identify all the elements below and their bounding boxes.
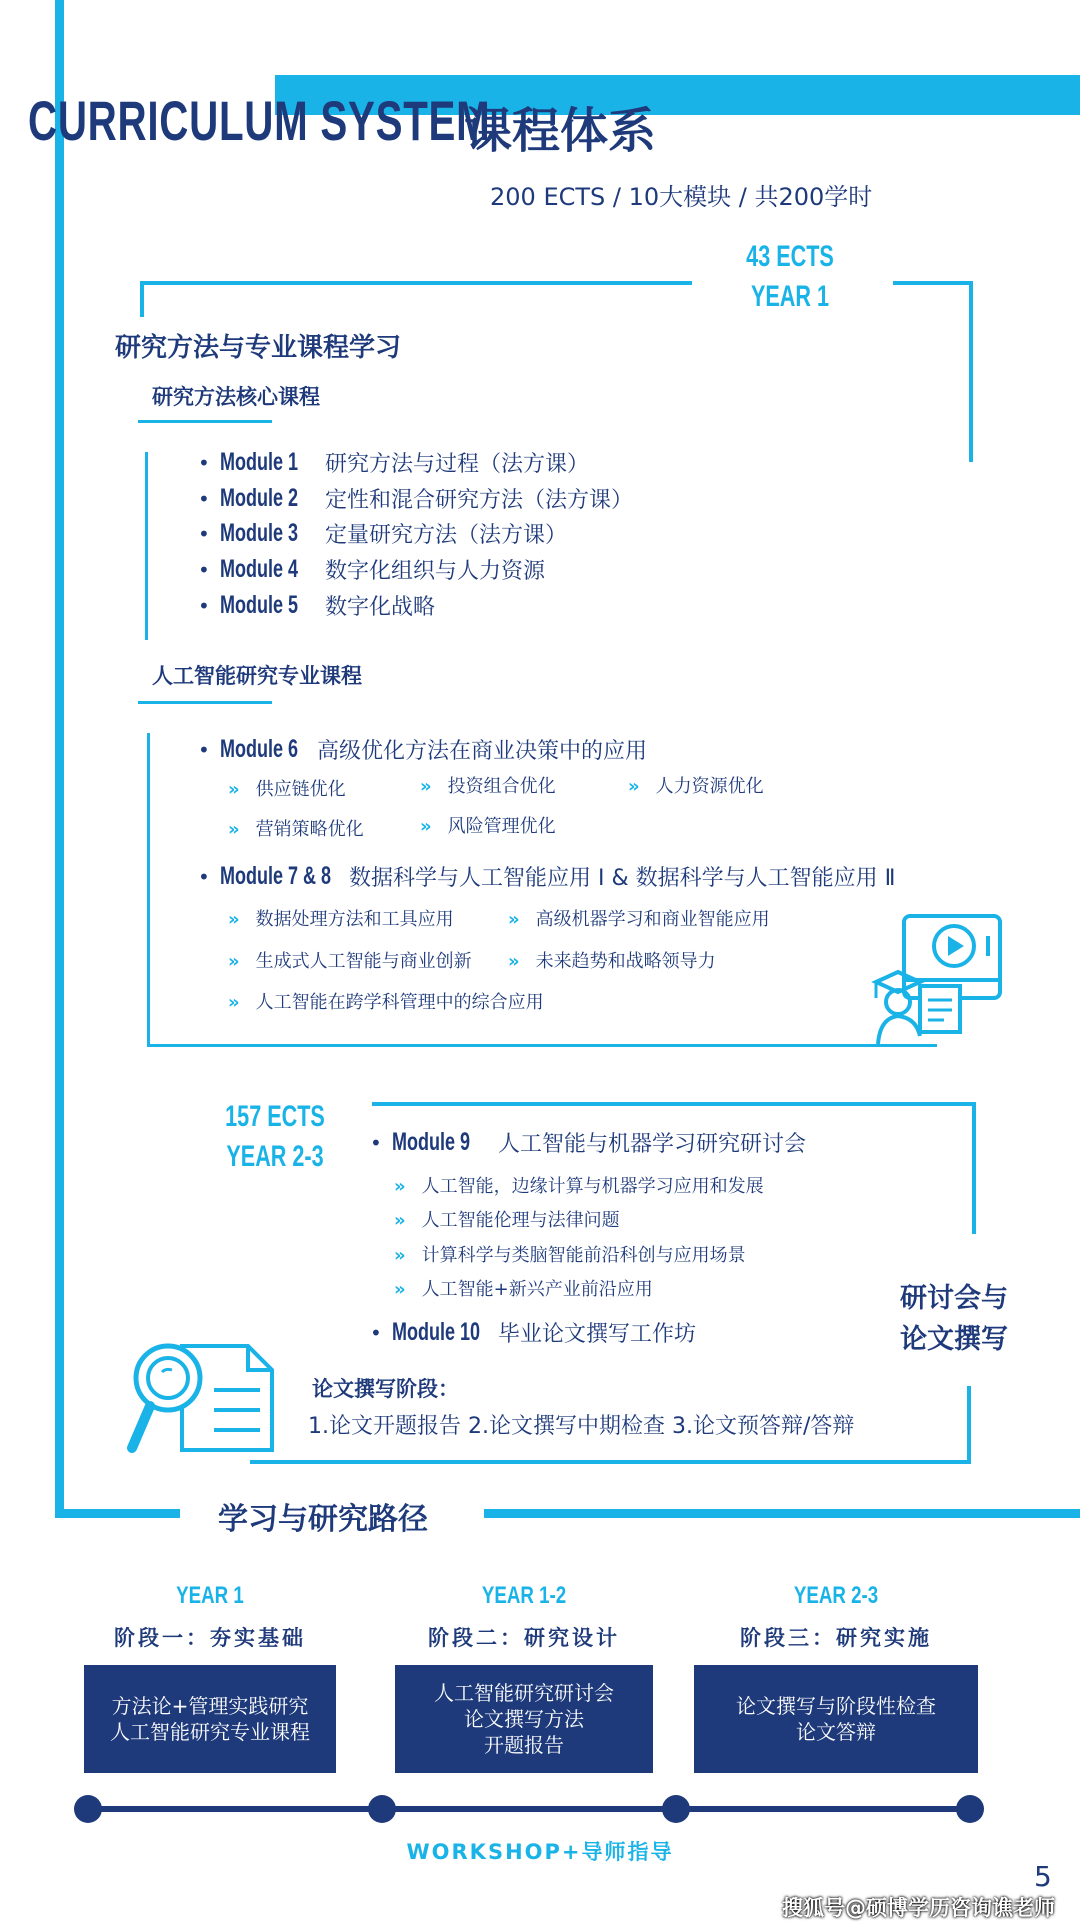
- module6-topic: » 风险管理优化: [420, 816, 556, 837]
- module-code: Module 4: [219, 555, 298, 583]
- chevron-right-icon: »: [228, 819, 240, 840]
- module-1-row: [198, 448, 590, 477]
- year1-bracket-right: [969, 281, 973, 462]
- ai-bottom-rule: [147, 1044, 937, 1047]
- chevron-right-icon: »: [394, 1176, 406, 1197]
- module78-topic: » 数据处理方法和工具应用: [228, 909, 454, 930]
- module-name: 数据科学与人工智能应用 Ⅰ & 数据科学与人工智能应用 Ⅱ: [349, 866, 896, 891]
- module-name: 定量研究方法（法方课）: [325, 523, 568, 548]
- frame-bottom-right-bar: [484, 1509, 1080, 1518]
- chevron-right-icon: »: [508, 909, 520, 930]
- frame-bottom-left-bar: [55, 1509, 180, 1518]
- module-code: Module 3: [219, 519, 298, 547]
- chevron-right-icon: »: [394, 1245, 406, 1266]
- year23-bracket-right-bottom: [967, 1386, 971, 1463]
- bullet-icon: •: [198, 864, 210, 889]
- chevron-right-icon: »: [420, 816, 432, 837]
- ai-left-rule: [147, 733, 150, 1047]
- module-4-row: [198, 555, 546, 584]
- stage3-year: YEAR 2-3: [793, 1582, 879, 1609]
- stage1-box: 方法论+管理实践研究 人工智能研究专业课程: [84, 1665, 336, 1773]
- timeline-node: [662, 1795, 690, 1823]
- year1-year: YEAR 1: [750, 280, 830, 313]
- module6-topic: » 投资组合优化: [420, 776, 556, 797]
- module78-topic: » 人工智能在跨学科管理中的综合应用: [228, 992, 544, 1013]
- year23-badge: [205, 1100, 345, 1174]
- thesis-stage-title: 论文撰写阶段：: [312, 1377, 459, 1401]
- stage2-box: 人工智能研究研讨会 论文撰写方法 开题报告: [395, 1665, 653, 1773]
- core-left-rule: [145, 452, 148, 640]
- page-number: 5: [1034, 1860, 1052, 1893]
- module78-topic: » 生成式人工智能与商业创新: [228, 951, 472, 972]
- timeline-node: [956, 1795, 984, 1823]
- module-code: Module 10: [391, 1318, 480, 1346]
- bullet-icon: •: [370, 1130, 382, 1155]
- path-title: 学习与研究路径: [218, 1502, 428, 1537]
- bullet-icon: •: [198, 557, 210, 582]
- module-name: 数字化组织与人力资源: [325, 559, 546, 584]
- module-name: 高级优化方法在商业决策中的应用: [317, 739, 648, 764]
- core-courses-title: 研究方法核心课程: [152, 385, 320, 409]
- stage3-label: 阶段三：研究实施: [740, 1626, 932, 1650]
- chevron-right-icon: »: [394, 1279, 406, 1300]
- stage2-year: YEAR 1-2: [481, 1582, 567, 1609]
- bullet-icon: •: [370, 1320, 382, 1345]
- chevron-right-icon: »: [228, 779, 240, 800]
- year1-bracket-left: [140, 281, 144, 317]
- watermark: 搜狐号@硕博学历咨询谯老师: [782, 1896, 1055, 1920]
- module-code: Module 6: [219, 735, 298, 763]
- module6-topic: » 营销策略优化: [228, 819, 364, 840]
- chevron-right-icon: »: [228, 909, 240, 930]
- year23-year: YEAR 2-3: [226, 1140, 324, 1173]
- chevron-right-icon: »: [508, 951, 520, 972]
- module9-topic: » 人工智能+新兴产业前沿应用: [394, 1279, 653, 1300]
- workshop-label: WORKSHOP+导师指导: [406, 1840, 674, 1864]
- module78-topic: » 未来趋势和战略领导力: [508, 951, 716, 972]
- module-code: Module 2: [219, 484, 298, 512]
- chevron-right-icon: »: [228, 992, 240, 1013]
- frame-left-bar: [55, 0, 64, 1517]
- year1-section-title: 研究方法与专业课程学习: [115, 333, 402, 363]
- module-code: Module 9: [391, 1128, 470, 1156]
- chevron-right-icon: »: [628, 776, 640, 797]
- bullet-icon: •: [198, 737, 210, 762]
- title-english: CURRICULUM SYSTEM: [28, 89, 491, 152]
- module-7-8-row: [198, 862, 896, 891]
- online-lecture-icon: [868, 910, 1008, 1050]
- module-6-row: [198, 735, 648, 764]
- module9-topic: » 人工智能，边缘计算与机器学习应用和发展: [394, 1176, 764, 1197]
- module-5-row: [198, 591, 436, 620]
- module-10-row: [370, 1318, 697, 1347]
- chevron-right-icon: »: [228, 951, 240, 972]
- timeline-node: [368, 1795, 396, 1823]
- year1-badge: [700, 240, 880, 314]
- module-name: 研究方法与过程（法方课）: [325, 452, 590, 477]
- module-code: Module 7 & 8: [219, 862, 331, 890]
- stage1-label: 阶段一：夯实基础: [114, 1626, 306, 1650]
- year23-bracket-top: [372, 1102, 976, 1106]
- module-name: 定性和混合研究方法（法方课）: [325, 488, 634, 513]
- year1-bracket-top-right: [893, 281, 973, 285]
- module-code: Module 1: [219, 448, 298, 476]
- module-9-row: [370, 1128, 807, 1157]
- document-search-icon: [122, 1338, 282, 1458]
- module-2-row: [198, 484, 634, 513]
- module-3-row: [198, 519, 568, 548]
- module9-topic: » 人工智能伦理与法律问题: [394, 1210, 620, 1231]
- thesis-steps: 1.论文开题报告 2.论文撰写中期检查 3.论文预答辩/答辩: [308, 1414, 855, 1439]
- chevron-right-icon: »: [394, 1210, 406, 1231]
- module6-topic: » 人力资源优化: [628, 776, 764, 797]
- module-name: 数字化战略: [325, 595, 436, 620]
- timeline-node: [74, 1795, 102, 1823]
- year1-bracket-top-left: [140, 281, 692, 285]
- bullet-icon: •: [198, 450, 210, 475]
- chevron-right-icon: »: [420, 776, 432, 797]
- year23-bracket-right-top: [972, 1102, 976, 1234]
- stage3-box: 论文撰写与阶段性检查 论文答辩: [694, 1665, 978, 1773]
- module6-topic: » 供应链优化: [228, 779, 346, 800]
- year23-ects: 157 ECTS: [225, 1100, 325, 1133]
- timeline-line: [88, 1806, 970, 1812]
- module-code: Module 5: [219, 591, 298, 619]
- summary-line: 200 ECTS / 10大模块 / 共200学时: [490, 183, 873, 211]
- seminar-label: 研讨会与: [900, 1283, 1008, 1314]
- year1-ects: 43 ECTS: [746, 240, 834, 273]
- bullet-icon: •: [198, 593, 210, 618]
- bullet-icon: •: [198, 521, 210, 546]
- core-title-underline: [138, 420, 272, 423]
- ai-courses-title: 人工智能研究专业课程: [152, 664, 362, 688]
- bullet-icon: •: [198, 486, 210, 511]
- module9-topic: » 计算科学与类脑智能前沿科创与应用场景: [394, 1245, 746, 1266]
- module-name: 毕业论文撰写工作坊: [498, 1322, 697, 1347]
- title-chinese: 课程体系: [464, 103, 657, 159]
- thesis-label: 论文撰写: [900, 1324, 1008, 1355]
- stage2-label: 阶段二：研究设计: [428, 1626, 620, 1650]
- module78-topic: » 高级机器学习和商业智能应用: [508, 909, 770, 930]
- module-name: 人工智能与机器学习研究研讨会: [498, 1132, 807, 1157]
- stage1-year: YEAR 1: [176, 1582, 244, 1609]
- ai-title-underline: [138, 701, 272, 704]
- year23-bracket-bottom: [250, 1460, 971, 1464]
